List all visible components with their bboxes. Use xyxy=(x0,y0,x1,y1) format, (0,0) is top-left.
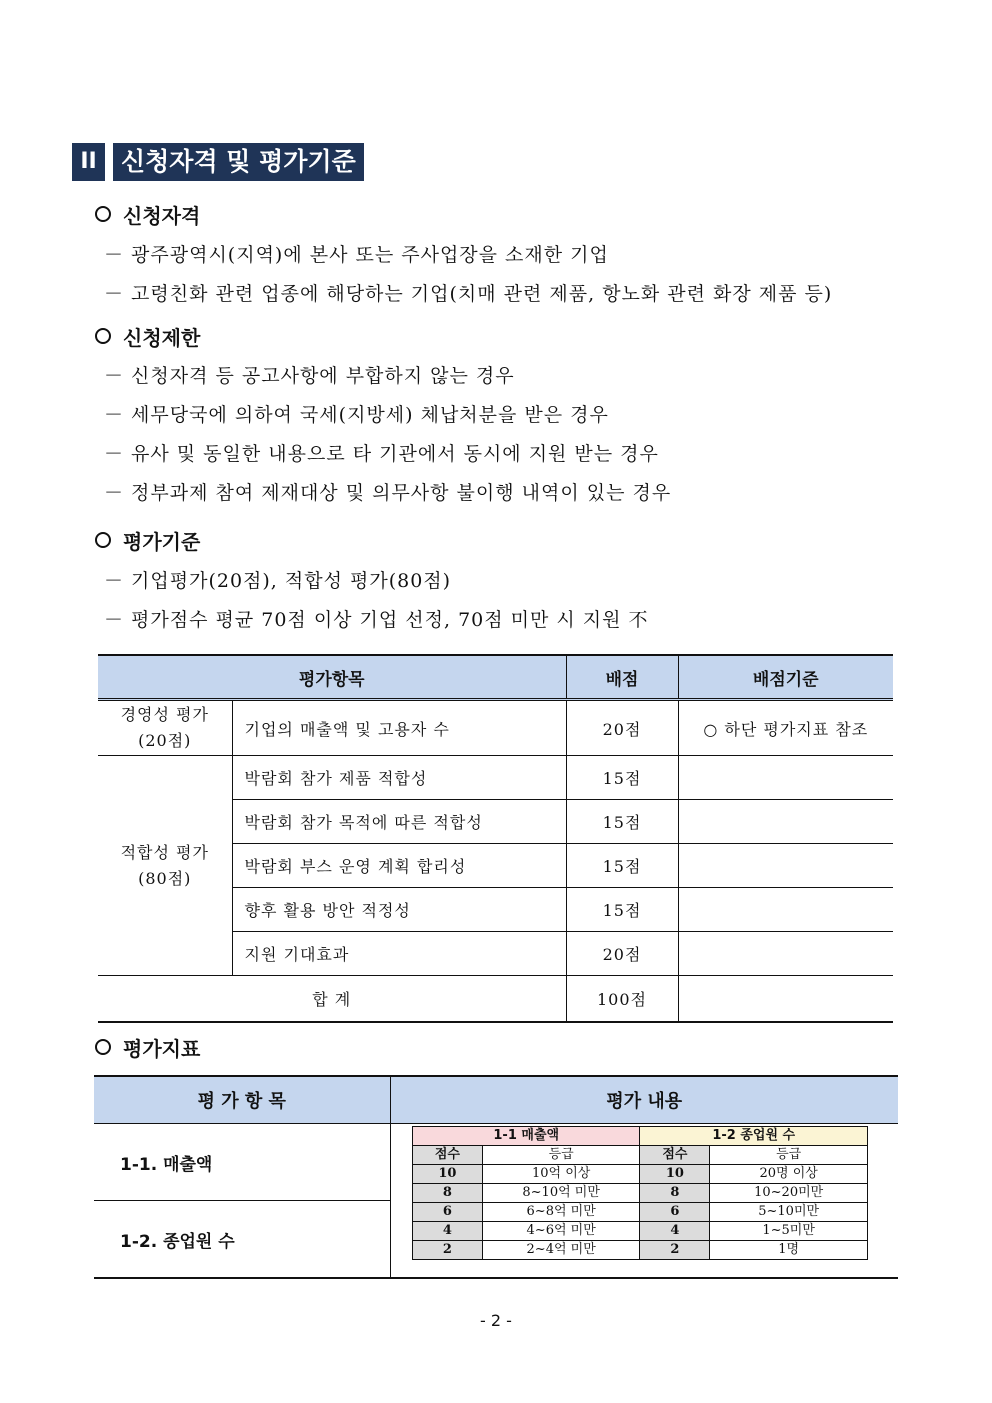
restriction-item: － 세무당국에 의하여 국세(지방세) 체납처분을 받은 경우 xyxy=(104,404,609,426)
grade-score: 2 xyxy=(413,1241,483,1260)
indicator-cat-revenue: 1-1. 매출액 xyxy=(94,1124,390,1201)
eval-item: 지원 기대효과 xyxy=(232,932,566,976)
col-grade: 등급 xyxy=(482,1146,640,1165)
grade-range: 1~5미만 xyxy=(710,1222,868,1241)
grade-score: 2 xyxy=(640,1241,710,1260)
eval-item: 박람회 참가 제품 적합성 xyxy=(232,756,566,800)
total-basis xyxy=(678,976,893,1022)
circle-bullet-icon xyxy=(95,206,111,222)
revenue-title: 1-1 매출액 xyxy=(413,1127,640,1146)
restriction-item: － 정부과제 참여 제재대상 및 의무사항 불이행 내역이 있는 경우 xyxy=(104,482,672,504)
eval-score: 15점 xyxy=(566,800,678,844)
restriction-item: － 유사 및 동일한 내용으로 타 기관에서 동시에 지원 받는 경우 xyxy=(104,443,659,465)
header-score: 배점 xyxy=(566,655,678,700)
eval-item: 기업의 매출액 및 고용자 수 xyxy=(232,700,566,756)
circle-bullet-icon xyxy=(95,1039,111,1055)
grade-range: 8~10억 미만 xyxy=(482,1184,640,1203)
eval-basis xyxy=(678,888,893,932)
eval-score: 20점 xyxy=(566,932,678,976)
eval-score: 15점 xyxy=(566,844,678,888)
qualification-heading: 신청자격 xyxy=(95,200,200,229)
grade-score: 4 xyxy=(640,1222,710,1241)
eval-score: 15점 xyxy=(566,756,678,800)
grade-score: 10 xyxy=(413,1165,483,1184)
criteria-item: － 평가점수 평균 70점 이상 기업 선정, 70점 미만 시 지원 不 xyxy=(104,609,649,631)
grade-score: 8 xyxy=(640,1184,710,1203)
grade-range: 20명 이상 xyxy=(710,1165,868,1184)
eval-basis xyxy=(678,756,893,800)
eval-item: 박람회 부스 운영 계획 합리성 xyxy=(232,844,566,888)
grade-range: 6~8억 미만 xyxy=(482,1203,640,1222)
grade-score: 6 xyxy=(413,1203,483,1222)
grade-range: 2~4억 미만 xyxy=(482,1241,640,1260)
grade-score: 8 xyxy=(413,1184,483,1203)
eval-basis xyxy=(678,932,893,976)
group-fit: 적합성 평가 (80점) xyxy=(98,756,232,976)
grade-range: 5~10미만 xyxy=(710,1203,868,1222)
grade-score: 4 xyxy=(413,1222,483,1241)
eval-basis xyxy=(678,844,893,888)
indicator-cat-employees: 1-2. 종업원 수 xyxy=(94,1201,390,1279)
restriction-item: － 신청자격 등 공고사항에 부합하지 않는 경우 xyxy=(104,365,515,387)
grade-range: 1명 xyxy=(710,1241,868,1260)
section-title: 신청자격 및 평가기준 xyxy=(113,143,364,181)
grade-range: 10~20미만 xyxy=(710,1184,868,1203)
header-basis: 배점기준 xyxy=(678,655,893,700)
eval-score: 20점 xyxy=(566,700,678,756)
grade-table xyxy=(412,1126,868,1260)
restriction-heading: 신청제한 xyxy=(95,322,200,351)
col-score: 점수 xyxy=(413,1146,483,1165)
grade-range: 4~6억 미만 xyxy=(482,1222,640,1241)
qualification-item: － 광주광역시(지역)에 본사 또는 주사업장을 소재한 기업 xyxy=(104,244,609,266)
circle-bullet-icon xyxy=(95,532,111,548)
evaluation-table xyxy=(98,654,893,1023)
grade-range: 10억 이상 xyxy=(482,1165,640,1184)
indicator-header-content: 평가 내용 xyxy=(390,1076,898,1124)
qualification-item: － 고령친화 관련 업종에 해당하는 기업(치매 관련 제품, 항노화 관련 화장 제품 등) xyxy=(104,283,833,305)
eval-item: 향후 활용 방안 적정성 xyxy=(232,888,566,932)
eval-item: 박람회 참가 목적에 따른 적합성 xyxy=(232,800,566,844)
page-number: - 2 - xyxy=(480,1311,512,1330)
criteria-heading: 평가기준 xyxy=(95,526,200,555)
header-eval-item: 평가항목 xyxy=(98,655,566,700)
col-grade: 등급 xyxy=(710,1146,868,1165)
criteria-item: － 기업평가(20점), 적합성 평가(80점) xyxy=(104,570,452,592)
total-score: 100점 xyxy=(566,976,678,1022)
employee-title: 1-2 종업원 수 xyxy=(640,1127,868,1146)
indicator-header-item: 평 가 항 목 xyxy=(94,1076,390,1124)
eval-basis: ○ 하단 평가지표 참조 xyxy=(678,700,893,756)
group-mgmt: 경영성 평가 (20점) xyxy=(98,700,232,756)
eval-basis xyxy=(678,800,893,844)
section-number: II xyxy=(72,143,105,181)
grade-score: 6 xyxy=(640,1203,710,1222)
circle-bullet-icon xyxy=(95,328,111,344)
eval-score: 15점 xyxy=(566,888,678,932)
total-label: 합 계 xyxy=(98,976,566,1022)
col-score: 점수 xyxy=(640,1146,710,1165)
grade-score: 10 xyxy=(640,1165,710,1184)
indicator-heading: 평가지표 xyxy=(95,1033,200,1062)
